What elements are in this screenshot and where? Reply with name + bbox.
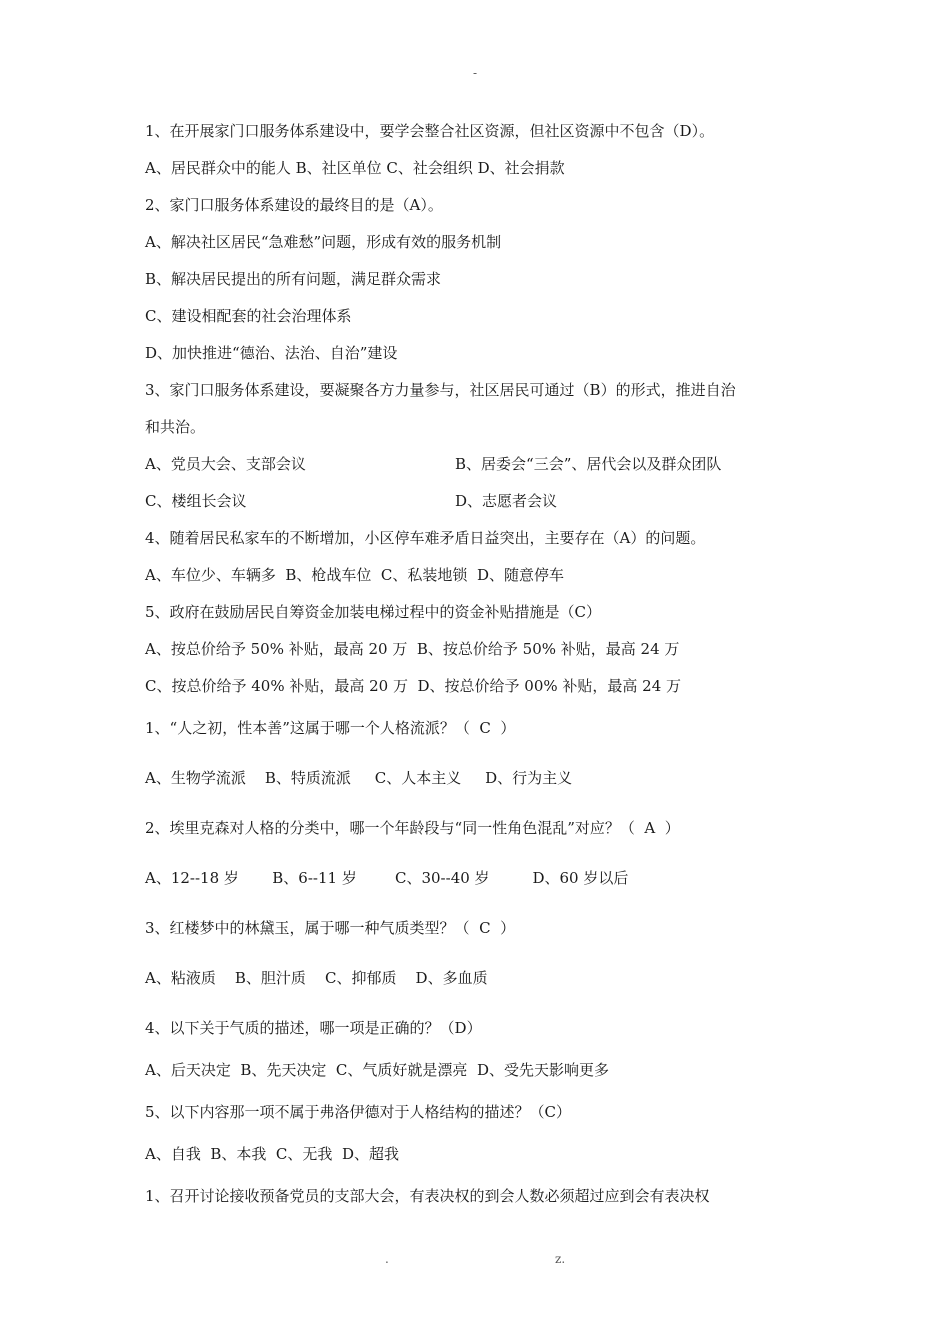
s1-q5-options-line1: A、按总价给予 50% 补贴，最高 20 万 B、按总价给予 50% 补贴，最高 24 万 bbox=[145, 640, 680, 658]
s1-q3-option-c: C、楼组长会议 bbox=[145, 492, 247, 510]
s1-q2-option-c: C、建设相配套的社会治理体系 bbox=[145, 307, 352, 325]
footer-left-mark: . bbox=[385, 1252, 389, 1266]
s2-q4-options: A、后天决定 B、先天决定 C、气质好就是漂亮 D、受先天影响更多 bbox=[145, 1061, 609, 1079]
document-body bbox=[145, 120, 815, 1207]
s1-q2-question: 2、家门口服务体系建设的最终目的是（A）。 bbox=[145, 196, 443, 214]
s1-q3-question-line2: 和共治。 bbox=[145, 418, 206, 436]
s1-q5-options-line2: C、按总价给予 40% 补贴，最高 20 万 D、按总价给予 00% 补贴，最高 24 万 bbox=[145, 677, 682, 695]
s1-q2-option-d: D、加快推进“德治、法治、自治”建设 bbox=[145, 344, 398, 362]
s1-q3-option-d: D、志愿者会议 bbox=[455, 492, 558, 510]
s2-q5-question: 5、以下内容那一项不属于弗洛伊德对于人格结构的描述？（C） bbox=[145, 1103, 572, 1121]
s1-q5-question: 5、政府在鼓励居民自筹资金加装电梯过程中的资金补贴措施是（C） bbox=[145, 603, 602, 621]
s1-q2-option-b: B、解决居民提出的所有问题，满足群众需求 bbox=[145, 270, 442, 288]
s2-q2-options: A、12--18 岁 B、6--11 岁 C、30--40 岁 D、60 岁以后 bbox=[145, 869, 629, 887]
s1-q3-option-a: A、党员大会、支部会议 bbox=[145, 455, 306, 473]
s2-q2-question: 2、埃里克森对人格的分类中，哪一个年龄段与“同一性角色混乱”对应？（ A ） bbox=[145, 819, 680, 837]
s1-q3-options-row1 bbox=[145, 453, 815, 475]
s3-q1-question: 1、召开讨论接收预备党员的支部大会，有表决权的到会人数必须超过应到会有表决权 bbox=[145, 1187, 710, 1205]
s1-q4-options: A、车位少、车辆多 B、枪战车位 C、私装地锁 D、随意停车 bbox=[145, 566, 564, 584]
s1-q2-option-a: A、解决社区居民“急难愁”问题，形成有效的服务机制 bbox=[145, 233, 502, 251]
footer-right-mark: z. bbox=[555, 1252, 566, 1266]
s2-q5-options: A、自我 B、本我 C、无我 D、超我 bbox=[145, 1145, 399, 1163]
s2-q1-question: 1、“人之初，性本善”这属于哪一个人格流派？（ C ） bbox=[145, 719, 516, 737]
s1-q1-options: A、居民群众中的能人 B、社区单位 C、社会组织 D、社会捐款 bbox=[145, 159, 565, 177]
s2-q1-options: A、生物学流派 B、特质流派 C、人本主义 D、行为主义 bbox=[145, 769, 573, 787]
s2-q3-options: A、粘液质 B、胆汁质 C、抑郁质 D、多血质 bbox=[145, 969, 488, 987]
s1-q1-question: 1、在开展家门口服务体系建设中，要学会整合社区资源，但社区资源中不包含（D）。 bbox=[145, 122, 715, 140]
s1-q3-question-line1: 3、家门口服务体系建设，要凝聚各方力量参与，社区居民可通过（B）的形式，推进自治 bbox=[145, 381, 736, 399]
s2-q4-question: 4、以下关于气质的描述，哪一项是正确的？（D） bbox=[145, 1019, 482, 1037]
s2-q3-question: 3、红楼梦中的林黛玉，属于哪一种气质类型？（ C ） bbox=[145, 919, 516, 937]
s1-q3-options-row2 bbox=[145, 490, 815, 512]
s1-q3-option-b: B、居委会“三会”、居代会以及群众团队 bbox=[455, 455, 722, 473]
s1-q4-question: 4、随着居民私家车的不断增加，小区停车难矛盾日益突出，主要存在（A）的问题。 bbox=[145, 529, 706, 547]
header-mark: - bbox=[472, 66, 478, 80]
